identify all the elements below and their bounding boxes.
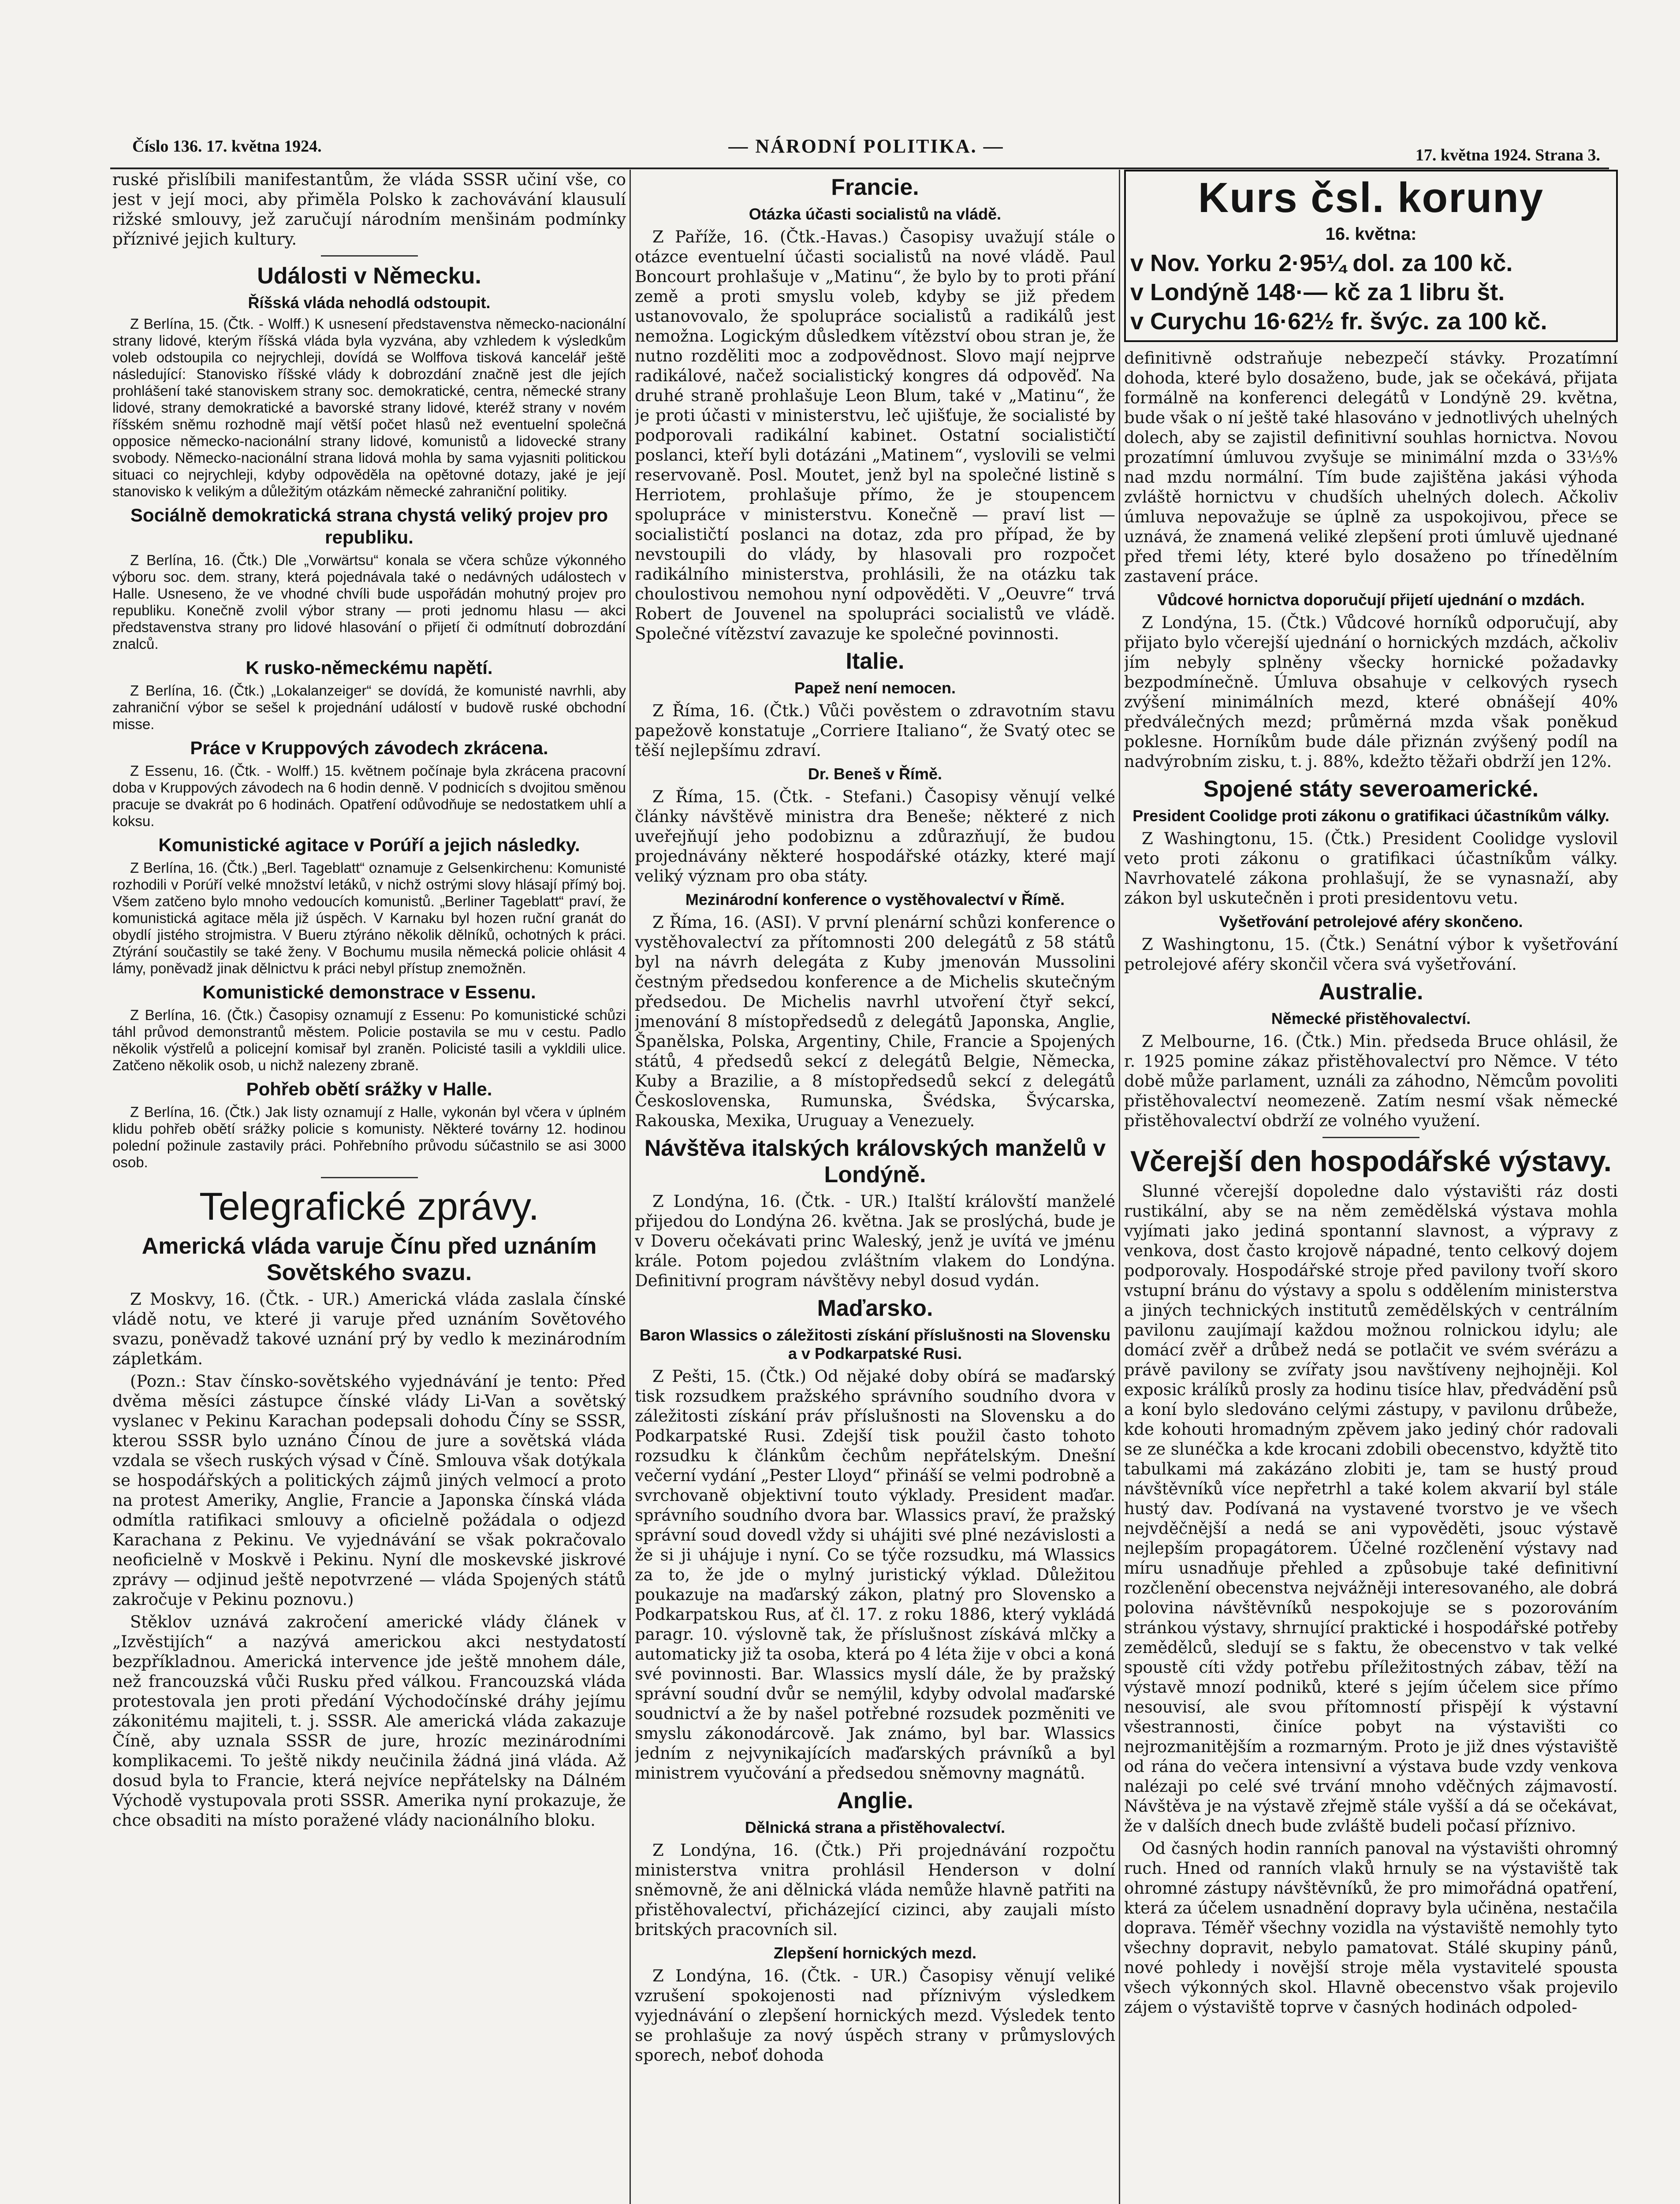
column-divider-1: [630, 170, 631, 2204]
section-title: Anglie.: [837, 1788, 913, 1813]
currency-rate-title: Kurs čsl. koruny: [1198, 174, 1544, 221]
article-text: Z Berlína, 16. (Čtk.) „Lokalanzeiger“ se dovídá, že komunisté navrhli, aby zahraniční výbor se sešel k projednání událostí v budově ruské obchodní misse.: [112, 682, 626, 732]
article-headline: Včerejší den hospodářské výstavy.: [1130, 1145, 1612, 1177]
section-title: Francie.: [831, 175, 919, 200]
column-divider-2: [1119, 170, 1120, 2204]
article-headline: Pohřeb obětí srážky v Halle.: [246, 1079, 492, 1099]
article-text: Z Berlína, 16. (Čtk.) Časopisy oznamují z Essenu: Po komunistické schůzi táhl průvod demonstrantů městem. Policie postavila se mu v cestu. Padlo několik výstřelů a policejní komisař byl zraněn. Policisté tasili a vykldili ulice. Zatčeno několik osob, u nichž nalezeny zbraně.: [112, 1007, 626, 1073]
article-headline: Dělnická strana a přistěhovalectví.: [745, 1818, 1006, 1836]
article-text: Od časných hodin ranních panoval na výstavišti ohromný ruch. Hned od ranních vlaků hrnuly se na výstaviště tak ohromné zástupy návštěvníků, že pro mimořádná opatření, která za účelem usnadnění dopravy byla učiněna, nestačila doprava. Téměř všechny vozidla na výstaviště nemohly tyto všechny dopravit, nebylo pamatovat. Stálé skupiny pánů, nové pohledy i novější stroje měla vystavitelé spousta všech výkonných skol. Hlavně obecenstvo však projevilo zájem o výstaviště toprve v časných hodinách odpoled-: [1124, 1839, 1618, 2017]
column-1: [112, 170, 626, 2204]
article-headline: Vůdcové hornictva doporučují přijetí ujednání o mzdách.: [1157, 591, 1585, 609]
column-3: [1124, 170, 1618, 2204]
article-headline: Sociálně demokratická strana chystá veliký projev pro republiku.: [130, 505, 608, 547]
article-text: Z Berlína, 16. (Čtk.) Jak listy oznamují z Halle, vykonán byl včera v úplném klidu pohřeb obětí srážky policie s komunisty. Některé továrny 12. hodinou polední požinule zastavily práci. Pohřebního průvodu súčastnilo se asi 3000 osob.: [112, 1104, 626, 1170]
article-text: definitivně odstraňuje nebezpečí stávky. Prozatímní dohoda, které bylo dosaženo, bude, jak se očekává, přijata formálně na konferenci delegátů v Londýně 29. května, bude však o ní ještě také hlasováno v jednotlivých uhelných dolech, aby se zajistil definitivní souhlas hornictva. Novou prozatímní úmluvou zvyšuje se minimální mzda o 33⅓% nad mzdu normální. Tím bude zajištěna jakási výhoda zvláště hornictvu v chudších uhelných dolech. Ačkoliv úmluva nepovažuje se úplně za uspokojivou, přece se uznává, že znamená veliké zlepšení proti úmluvě ujednané před třemi léty, které bylo dosaženo po třínedělním zastavení práce.: [1124, 349, 1618, 586]
article-text: (Pozn.: Stav čínsko-sovětského vyjednávání je tento: Před dvěma měsíci zástupce čínské vlády Li-Van a sovětský vyslanec v Pekinu Karachan podepsali dohodu Číny se SSSR, kterou SSSR bylo uznáno Čínou de jure a sovětská vláda vzdala se všech ruských výsad v Číně. Smlouva však dotýkala se hospodářských a politických zájmů jiných velmocí a proto na protest Ameriky, Anglie, Francie a Japonska čínská vláda odmítla ratifikaci smlouvy a oficielně požádala o odjezd Karachana z Pekinu. Ve vyjednávání se však pokračovalo neoficielně v Moskvě i Pekinu. Nyní dle moskevské jiskrové zprávy — odjinud ještě nepotvrzené — vláda Spojených států zakročuje v Pekinu poznovu.): [112, 1372, 626, 1609]
section-divider: [1322, 1137, 1419, 1138]
article-text: Z Londýna, 16. (Čtk.) Při projednávání rozpočtu ministerstva vnitra prohlásil Henderson v dolní sněmovně, že ani dělnická vláda nemůže hlavně patřiti na přistěhovalectví, přicházející cizinci, aby zaujali místo britských pracovních sil.: [635, 1841, 1115, 1939]
article-text: Z Pešti, 15. (Čtk.) Od nějaké doby obírá se maďarský tisk rozsudkem pražského správního soudního dvora v záležitosti získání práv příslušnosti na Slovensku a do Podkarpatské Rusi. Zdejší tisk použil často tohoto rozsudku k článkům čechům nepřátelským. Dnešní večerní vydání „Pester Lloyd“ přináší se velmi podrobně a svrchovaně objektivní touto výklady. President maďar. správního soudního dvora bar. Wlassics praví, že pražský správní soud dovedl vždy si uhájiti své plné nezávislosti a že si ji uhájuje i nyní. Co se týče rozsudku, má Wlassics za to, že jde o mylný juristický výklad. Důležitou poukazuje na maďarský zákon, platný pro Slovensko a Podkarpatskou Rus, ať čl. 17. z roku 1886, který vykládá paragr. 10. výslovně tak, že příslušnost získává mlčky a automaticky již ta osoba, která po 4 léta žije v obci a koná své povinnosti. Bar. Wlassics myslí dále, že by pražský správní soudní dvůr se nemýlil, kdyby odvolal maďarské soudnictví a že by našel potřebné rozsudek pozměniti ve smyslu zákonodárcově. Jak známo, byl bar. Wlassics jedním z nejvynikajících maďarských právníků a byl ministrem vyučování a předsedou sněmovny magnátů.: [635, 1367, 1115, 1783]
article-text: Z Londýna, 16. (Čtk. - UR.) Italští královští manželé přijedou do Londýna 26. května. Jak se proslýchá, bude je v Doveru očekávati princ Waleský, jenž je uvítá ve jménu krále. Potom pojedou zvláštním vlakem do Londýna. Definitivní program návštěvy nebyl dosud vydán.: [635, 1192, 1115, 1290]
currency-rate-row: v Londýně 148·— kč za 1 libru št.: [1130, 279, 1505, 305]
article-text: Z Berlína, 16. (Čtk.) „Berl. Tageblatt“ oznamuje z Gelsenkirchenu: Komunisté rozhodili v Porúří velké množství letáků, v nichž ostrými slovy hlásají přímý boj. Všem zatčeno bylo mnoho vedoucích komunistů. „Berliner Tageblatt“ praví, že komunistická agitace měla již úspěch. V Karnaku byl hozen ruční granát do obydlí jistého strojmistra. V Bueru ztýráno několik dělníků, ochotných k práci. Ztýrání součastily se také ženy. V Bochumu musila německá policie ohlásit 4 lámy, poněvadž jinak dělnictvu k práci nebyl přístup znemožněn.: [112, 860, 626, 976]
section-title: Italie.: [846, 648, 905, 674]
article-text: Z Paříže, 16. (Čtk.-Havas.) Časopisy uvažují stále o otázce eventuelní účasti socialistů na nové vládě. Paul Boncourt prohlašuje v „Matinu“, že bylo by to proti přání země a proti smyslu voleb, kdyby se již předem ustanovovalo, že spolupráce socialistů a radikálů jest nemožna. Logickým důsledkem vítězství obou stran je, že nutno rozděliti moc a zodpovědnost. Slovo mají nejprve radikálové, načež socialistický kongres dá odpověď. Na druhé straně prohlašuje Leon Blum, také v „Matinu“, že je proti účasti v ministerstvu, leč ujišťuje, že socialisté by podporovali radikální kabinet. Ostatní socialističtí poslanci, kteří byli dotázáni „Matinem“, vyslovili se velmi reservovaně. Posl. Moutet, jenž byl na společné listině s Herriotem, prohlašuje přímo, že je stoupencem spolupráce v ministerstvu. Konečně — praví list — socialističtí poslanci na dotaz, zda pro případ, že by nevstoupili do vlády, by hlasovali pro rozpočet radikálního ministerstva, prohlásili, že na otázku tak choulostivou nemohou nyní odpověděti. V „Oeuvre“ trvá Robert de Jouvenel na spolupráci socialistů ve vládě. Společné vítězství zavazuje ke společné povinnosti.: [635, 227, 1115, 643]
article-headline: President Coolidge proti zákonu o gratifikaci účastníkům války.: [1132, 807, 1609, 825]
article-text: Stěklov uznává zakročení americké vlády článek v „Izvěstijích“ a nazývá americkou akci nestydatostí bezpříkladnou. Americká intervence jde ještě mnohem dále, než francouzská vůči Rusku před válkou. Francouzská vláda protestovala jen proti předání Východočínské dráhy jejímu zákonitému majiteli, t. j. SSSR. Ale americká vláda zakazuje Číně, aby uznala SSSR de jure, hrozíc mezinárodními komplikacemi. To ještě nikdy neučinila žádná jiná vláda. Až dosud byla to Francie, která nejvíce nepřátelsky na Dálném Východě vystupovala proti SSSR. Amerika nyní prokazuje, že chce obsaditi na místo poražené vlády nacionálního bloku.: [112, 1612, 626, 1830]
article-text: Z Berlína, 16. (Čtk.) Dle „Vorwärtsu“ konala se včera schůze výkonného výboru soc. dem. strany, která pojednávala také o nedávných událostech v Halle. Usneseno, že ve vhodné chvíli bude uspořádán mohutný projev pro republiku. Konečně zvolil výbor strany — proti jednomu hlasu — akci představenstva strany pro lidové hlasování o přijetí či odmítnutí dobrozdání znalců.: [112, 552, 626, 652]
article-text: Z Říma, 16. (Čtk.) Vůči pověstem o zdravotním stavu papežově konstatuje „Corriere Italiano“, že Svatý otec se těší nejlepšímu zdraví.: [635, 701, 1115, 760]
article-headline: Německé přistěhovalectví.: [1271, 1009, 1471, 1028]
header-rule: [110, 168, 1609, 169]
article-text: Z Berlína, 15. (Čtk. - Wolff.) K usnesení představenstva německo-nacionální strany lidové, kterým říšská vláda byla vyzvána, aby vzhledem k výsledkům voleb odstoupila co nejrychleji, dovídá se Wolffova tisková kancelář ještě následující: Stanovisko říšské vlády k dobrozdání značně jest dle jejích prohlášení také stanoviskem strany soc. demokratické, centra, německé strany lidové, strany demokratické a bavorské strany lidové, kteréž strany v novém říšském sněmu rozhodně mají větší počet hlasů než eventuelní společná opposice německo-nacionální strany lidové, komunistů a lidovecké strany svobody. Německo-nacionální strana lidová mohla by sama vyjasniti politickou situaci co nejrychleji, kdyby odpověděla na opětovné dotazy, jaké je její stanovisko k velikým a důležitým otázkám německé zahraniční politiky.: [112, 316, 626, 499]
section-title: Maďarsko.: [817, 1296, 933, 1321]
issue-number: Číslo 136. 17. května 1924.: [132, 137, 322, 156]
article-text: Z Londýna, 15. (Čtk.) Vůdcové horníků odporučují, aby přijato bylo včerejší ujednání o hornických mzdách, ačkoliv jím nebyly splněny všecky hornické požadavky bezpodmínečně. Úmluva obsahuje v celkových rysech zvýšení minimálních mezd, které obnášejí 40% předválečných mezd; průměrná mzda však poněkud poklesne. Horníkům bude dále přiznán zvýšený podíl na nadvýrobním zisku, t. j. 88%, kdežto těžaři obdrží jen 12%.: [1124, 613, 1618, 771]
article-text: Z Říma, 15. (Čtk. - Stefani.) Časopisy věnují velké články návštěvě ministra dra Beneše; některé z nich uveřejňují jeho podobiznu a zdůrazňují, že budou projednávány některé hospodářské otázky, které mají veliký význam pro oba státy.: [635, 787, 1115, 886]
section-title: Spojené státy severoamerické.: [1203, 776, 1539, 802]
currency-rate-box: [1124, 170, 1618, 342]
article-text: Slunné včerejší dopoledne dalo výstavišti ráz dosti rustikální, aby se na něm zemědělská výstava mohla vyjímati jako jediná spontanní slavnost, a výpravy z venkova, dost často krojově nápadné, tento celkový dojem podporovaly. Hospodářské stroje před pavilony tvoří skoro vstupní bránu do výstavy a spolu s oddělením ministerstva a jiných technických institutů zemědělských v centrálním pavilonu zaujímají každou možnou rolnickou idylu; ale domácí zvěř a drůbež nedá se potlačit ve svém svérázu a právě pavilony se zvířaty jsou navštíveny nejhojněji. Kol exposic králíků prosly za hodinu tisíce hlav, předvádění psů a koní bylo sledováno celými zástupy, v pavilonu drůbeže, kde kohouti hromadným zpěvem jako jediný chór radovali se ze slunéčka a kde krocani zdobili obecenstvo, kdyžtě tito tabulkami má zakázáno zlobiti je, tam se hustý proud návštěvníků více nepřetrhl a také kolem akvarií byl stále hustý dav. Podívaná na vystavené tvorstvo je ve všech nejvděčnější a nedá se ani vypověděti, jsouc výstavě nejlepším propagátorem. Účelné rozčlenění výstavy nad míru usnadňuje přehled a způsobuje také definitivní rozčlenění obecenstva nejvážněji interesovaného, ale dobrá polovina návštěvníků nespokojuje se s pozorováním stránkou výstavy, shrnující praktické i hospodářské potřeby zemědělců, sledují se s faktu, že obecenstvo v tak velké spoustě cíti vždy potřebu příležitostných zábav, těží na výstavě mnozí podniků, které s jejím účelem sice přímo nesouvisí, ale svou přítomností přispějí k výstavní všestrannosti, činíce pobyt na výstavišti co nejrozmanitějším a rozmarným. Proto je již dnes výstaviště od rána do večera intensivní a výstava bude vzdy venkova nalézaji po celé své trvání mnoho vděčných zájmavostí. Návštěva je na výstavě zřejmě stále vyšší a dá se očekávat, že v dalších dnech bude zvláště budeli počasí příznivo.: [1124, 1182, 1618, 1835]
article-headline: Komunistické demonstrace v Essenu.: [202, 982, 536, 1002]
column-2: [635, 170, 1115, 2204]
article-text: Z Londýna, 16. (Čtk. - UR.) Časopisy věnují veliké vzrušení spokojenosti nad příznivým výsledkem vyjednávání o zlepšení hornických mezd. Výsledek tento se prohlašuje za nový úspěch strany v průmyslových sporech, neboť dohoda: [635, 1966, 1115, 2065]
article-headline: Otázka účasti socialistů na vládě.: [749, 205, 1002, 223]
currency-rate-row: v Nov. Yorku 2·95¼ dol. za 100 kč.: [1130, 250, 1513, 276]
article-headline: Říšská vláda nehodlá odstoupit.: [248, 294, 491, 312]
article-headline: K rusko-německému napětí.: [246, 657, 493, 678]
article-text: Z Říma, 16. (ASI). V první plenární schůzi konference o vystěhovalectví za přítomnosti 200 delegátů z 58 států byl na návrh delegáta z Kuby jmenován Mussolini čestným předsedou konference a de Michelis skutečným předsedou. De Michelis navrhl utvoření čtyř sekcí, jmenování 8 místopředsedů z delegátů Japonska, Anglie, Španělska, Polska, Argentiny, Chile, Francie a Spojených států, 4 předsedů sekcí z delegátů Belgie, Německa, Kuby a Brazilie, a 8 místopředsedů sekcí z delegátů Československa, Rumunska, Švédska, Švýcarska, Rakouska, Mexika, Uruguay a Venezuely.: [635, 913, 1115, 1130]
article-text: Z Moskvy, 16. (Čtk. - UR.) Americká vláda zaslala čínské vládě notu, ve které ji varuje před uznáním Sovětového svazu, poněvadž takové uznání prý by vedlo k mezinárodním zápletkám.: [112, 1290, 626, 1368]
article-text: Z Washingtonu, 15. (Čtk.) President Coolidge vyslovil veto proti zákonu o gratifikaci účastníkům války. Navrhovatelé zákona prohlašují, že se vynasnaží, aby zákon byl uskutečněn i proti presidentovu vetu.: [1124, 829, 1618, 908]
newspaper-title: — NÁRODNÍ POLITIKA. —: [728, 135, 1004, 157]
article-headline: Komunistické agitace v Porúří a jejich následky.: [158, 834, 580, 855]
article-text: Z Essenu, 16. (Čtk. - Wolff.) 15. květnem počínaje byla zkrácena pracovní doba v Kruppových závodech na 6 hodin denně. V podnicích s dvojitou směnou pracuje se dvakrát po 6 hodinách. Opatření odůvodňuje se nedostatkem uhlí a koksu.: [112, 763, 626, 829]
article-headline: Mezinárodní konference o vystěhovalectví v Římě.: [685, 890, 1065, 908]
masthead: [132, 132, 1600, 168]
article-headline: Zlepšení hornických mezd.: [773, 1944, 977, 1962]
article-headline: Návštěva italských královských manželů v Londýně.: [644, 1136, 1106, 1188]
section-title: Telegrafické zprávy.: [199, 1184, 540, 1228]
article-headline: Americká vláda varuje Čínu před uznáním Sovětského svazu.: [142, 1233, 597, 1285]
article-headline: Dr. Beneš v Římě.: [808, 765, 942, 783]
section-divider: [321, 255, 418, 257]
currency-rate-row: v Curychu 16·62½ fr. švýc. za 100 kč.: [1130, 308, 1547, 335]
article-text: Z Washingtonu, 15. (Čtk.) Senátní výbor k vyšetřování petrolejové aféry skončil včera svá vyšetřování.: [1124, 935, 1618, 974]
section-divider: [321, 1177, 418, 1178]
article-headline: Vyšetřování petrolejové aféry skončeno.: [1219, 912, 1523, 931]
article-headline: Práce v Kruppových závodech zkrácena.: [190, 737, 548, 758]
currency-rate-date: 16. května:: [1325, 224, 1417, 244]
section-title: Události v Německu.: [257, 263, 481, 289]
section-title: Australie.: [1319, 979, 1423, 1005]
article-text: ruské přislíbili manifestantům, že vláda SSSR učiní vše, co jest v její moci, aby přiměla Polsko k zachovávání klausulí rižské smlouvy, jež zaručují národním menšinám podmínky příznivé jejich kultury.: [112, 170, 626, 249]
page-date: 17. května 1924. Strana 3.: [1415, 146, 1600, 164]
article-headline: Papež není nemocen.: [794, 679, 956, 697]
article-text: Z Melbourne, 16. (Čtk.) Min. předseda Bruce ohlásil, že r. 1925 pomine zákaz přistěhovalectví pro Němce. V této době může parlament, uználi za záhodno, Němcům povoliti přistěhovalectví neomezeně. Zatím nesmí však německé přistěhovalectví obdrží ze volného využení.: [1124, 1032, 1618, 1130]
article-headline: Baron Wlassics o záležitosti získání příslušnosti na Slovensku a v Podkarpatské Rusi.: [639, 1326, 1111, 1363]
